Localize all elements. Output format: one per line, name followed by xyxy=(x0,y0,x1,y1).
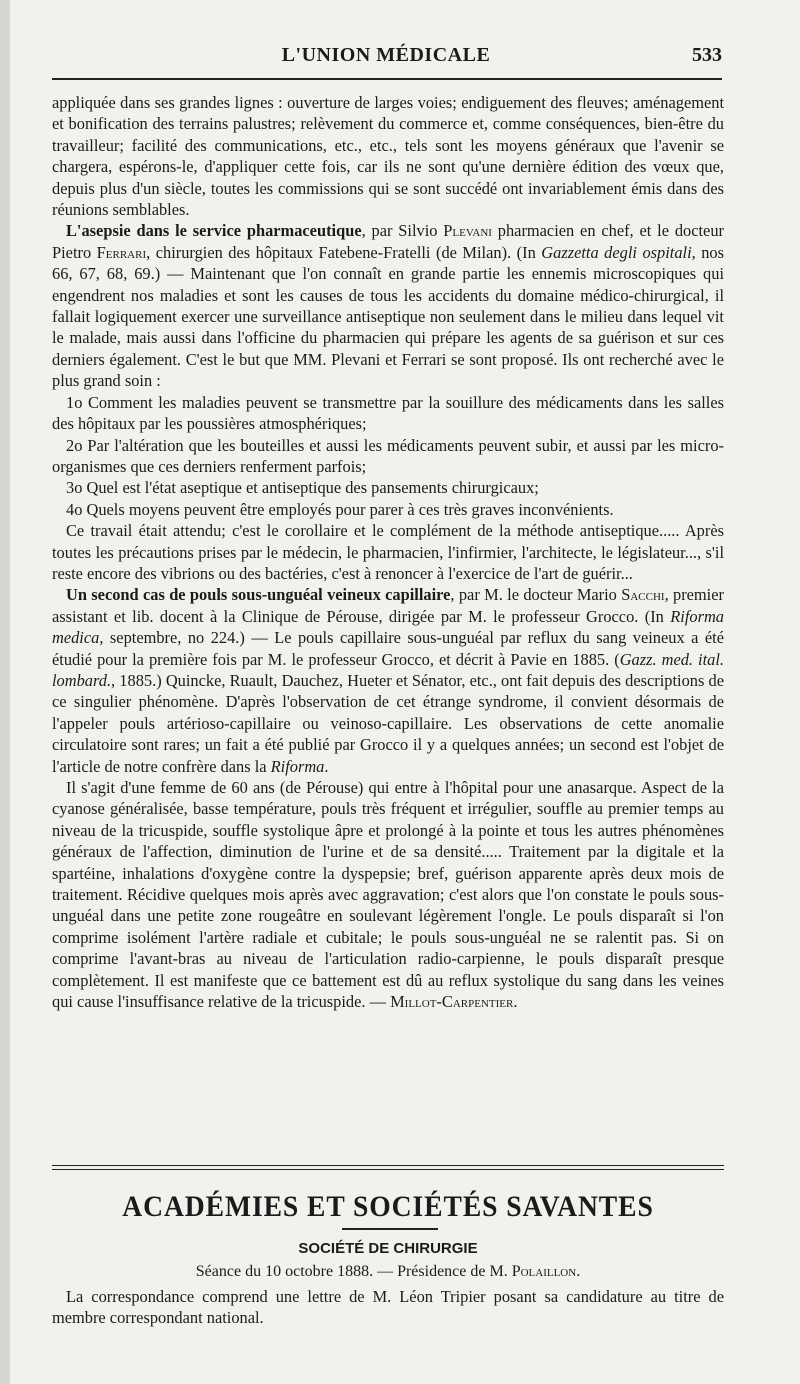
article-pouls-text-c: , septembre, no 224.) — Le pouls capillaire sous-unguéal par reflux du sang veineux a été étudié pour la première fois par M. le professeur Grocco, et décrit à Pavie en 1885. ( xyxy=(52,628,724,669)
case-description: Il s'agit d'une femme de 60 ans (de Pérouse) qui entre à l'hôpital pour une anasarque. Aspect de la cyanose généralisée, basse température, pouls très fréquent et irrégulier, souffle au premier temps au niveau de la tricuspide, souffle systolique âpre et prolongé à la pointe et tous les autres phénomènes généraux de l'affection, diminution de l'urine et de sa densité..... Traitement par la digitale et la spartéine, inhalations d'oxygène contre la dyspepsie; bref, guérison apparente après deux mois de traitement. Récidive quelques mois après avec aggravation; c'est alors que l'on constate le pouls sous-unguéal dans une petite zone rougeâtre en soulevant légèrement l'ongle. Le pouls disparaît si l'on comprime isolément l'artère radiale et cubitale; le pouls sous-unguéal ne se ralentit pas. Si on comprime l'avant-bras au niveau de l'articulation radio-carpienne, le pouls disparaît presque complètement. Il est manifeste que ce battement est dû au reflux systolique du sang dans les veines qui cause l'insuffisance relative de la tricuspide. — xyxy=(52,778,724,1012)
source-gazzetta: Gazzetta degli ospitali xyxy=(541,242,692,262)
section-title: ACADÉMIES ET SOCIÉTÉS SAVANTES xyxy=(122,1190,654,1223)
article-asepsie-text-d: , nos 66, 67, 68, 69.) — Maintenant que l'on connaît en grande partie les ennemis microscopiques qui engendrent nos maladies et sont les causes de tous les accidents du domaine médico-chirurgical, il fallait logiquement exercer une surveillance antiseptique non seulement dans le milieu dans lequel vit le malade, mais aussi dans l'officine du pharmacien qui prépare les agents de sa guérison et sur ces derniers également. C'est le but que MM. Plevani et Ferrari se sont proposé. Ils ont recherché avec le plus grand soin : xyxy=(52,242,725,391)
author-plevani: Plevani xyxy=(443,221,492,241)
article-pouls-case xyxy=(52,777,724,1012)
page-number: 533 xyxy=(692,44,722,66)
point-3: 3o Quel est l'état aseptique et antiseptique des pansements chirurgicaux; xyxy=(66,478,539,498)
point-4: 4o Quels moyens peuvent être employés pour parer à ces très graves inconvénients. xyxy=(66,499,614,519)
president-name: Polaillon. xyxy=(511,1263,581,1280)
article-asepsie-text-b: pharmacien en chef, et le docteur Pietro xyxy=(52,221,724,262)
author-ferrari: Ferrari xyxy=(96,242,147,262)
running-title: L'UNION MÉDICALE xyxy=(281,44,491,66)
section-short-rule xyxy=(342,1228,438,1230)
society-name: SOCIÉTÉ DE CHIRURGIE xyxy=(298,1240,478,1257)
article-pouls-text-b: , premier assistant et lib. docent à la Clinique de Pérouse, dirigée par M. le professeur Grocco. (In xyxy=(52,585,724,626)
header-rule xyxy=(52,78,722,80)
article-asepsie-text-c: , chirurgien des hôpitaux Fatebene-Fratelli (de Milan). (In xyxy=(146,242,542,262)
article-pouls-text-a: , par M. le docteur Mario xyxy=(450,585,622,605)
page-edge-shadow xyxy=(0,0,10,1384)
article-pouls-text-e: . xyxy=(324,756,329,776)
page-header xyxy=(50,40,722,74)
source-gazz-med: Gazz. med. ital. lombard. xyxy=(52,649,724,690)
session-line xyxy=(52,1263,724,1281)
source-riforma: Riforma xyxy=(270,756,325,776)
article-asepsie-text-a: , par Silvio xyxy=(361,221,444,241)
point-1: 1o Comment les maladies peuvent se transmettre par la souillure des médicaments dans les salles des hôpitaux par les poussières atmosphériques; xyxy=(52,392,724,434)
signature: Millot-Carpentier. xyxy=(390,992,518,1012)
article-asepsie-heading: L'asepsie dans le service pharmaceutique xyxy=(66,221,362,241)
section-double-rule xyxy=(52,1165,724,1170)
source-riforma-medica: Riforma medica xyxy=(52,606,724,648)
article-asepsie-conclusion: Ce travail était attendu; c'est le corollaire et le complément de la méthode antiseptique..... Après toutes les précautions prises par le médecin, le pharmacien, l'infirmier, l'architecte, le législateur..., s'il reste encore des vibrions ou des bactéries, c'est à renoncer à l'exercice de l'art de guérir... xyxy=(52,521,724,583)
main-text xyxy=(52,92,724,1012)
correspondence-paragraph: La correspondance comprend une lettre de M. Léon Tripier posant sa candidature au titre de membre correspondant national. xyxy=(52,1287,724,1328)
article-asepsie xyxy=(52,220,724,391)
article-pouls-text-d: , 1885.) Quincke, Ruault, Dauchez, Hueter et Sénator, etc., ont fait depuis des descriptions de ce singulier phénomène. D'après l'observation de cet étrange syndrome, il convient désormais de l'appeler pouls artérioso-capillaire ou veinoso-capillaire. Les observations de cette anomalie circulatoire sont rares; un fait a été publié par Grocco il y a quelques années; un second est l'objet de l'article de notre confrère dans la xyxy=(52,670,724,776)
session-text xyxy=(52,1286,724,1329)
point-2: 2o Par l'altération que les bouteilles et aussi les médicaments peuvent subir, et aussi par les micro-organismes que ces derniers renferment parfois; xyxy=(52,435,724,476)
article-pouls xyxy=(52,584,724,777)
author-sacchi: Sacchi xyxy=(621,585,665,605)
session-date: Séance du 10 octobre 1888. — Présidence de M. xyxy=(195,1263,512,1280)
article-pouls-heading: Un second cas de pouls sous-unguéal veineux capillaire xyxy=(66,585,451,605)
intro-paragraph: appliquée dans ses grandes lignes : ouverture de larges voies; endiguement des fleuves; aménagement et bonification des terrains palustres; relèvement du commerce et, comme conséquences, bien-être du travailleur; facilité des communications, etc., etc., tels sont les moyens généraux que l'avenir se chargera, espérons-le, d'appliquer cette fois, car ils ne sont qu'une dernière édition des vœux que, depuis plus d'un siècle, toutes les commissions qui se sont succédé ont invariablement émis dans des réunions semblables. xyxy=(52,93,724,220)
